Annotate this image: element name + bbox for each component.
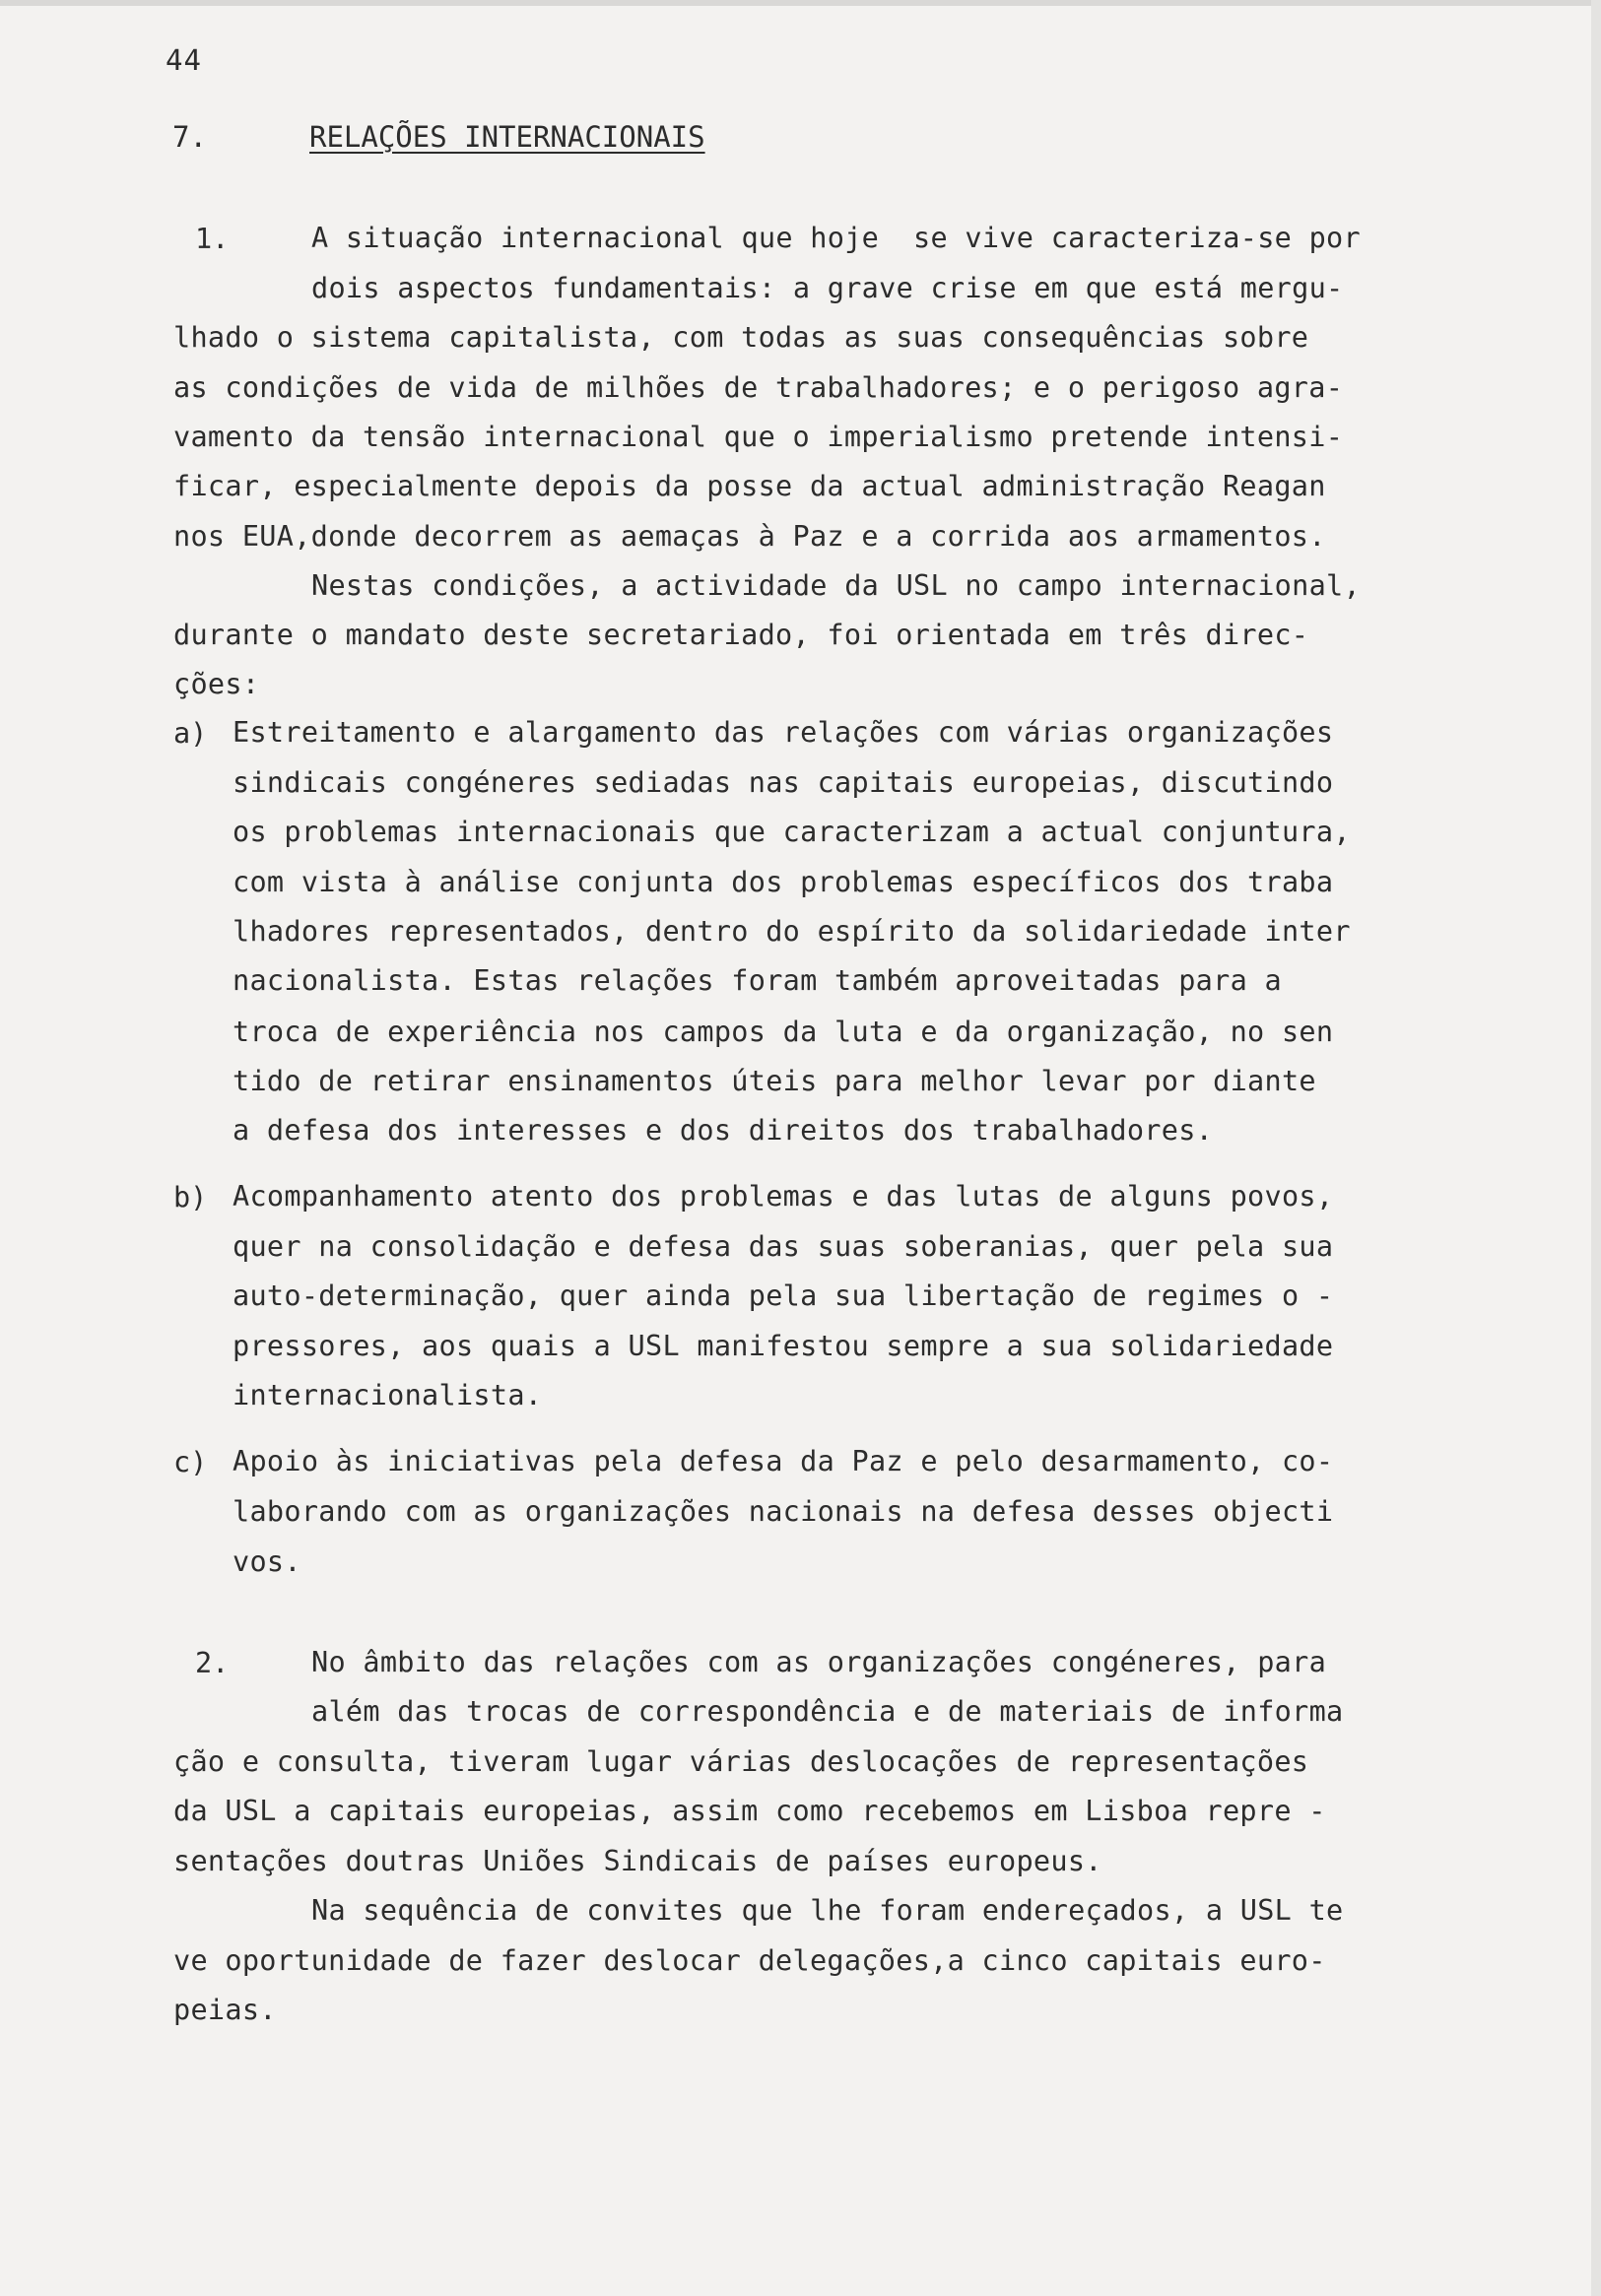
list-item-line: os problemas internacionais que caracterizam a actual conjuntura, bbox=[233, 816, 1351, 848]
list-item-line: auto-determinação, quer ainda pela sua libertação de regimes o - bbox=[233, 1279, 1334, 1312]
list-item-line: vos. bbox=[233, 1545, 301, 1578]
list-item-line: quer na consolidação e defesa das suas soberanias, quer pela sua bbox=[233, 1230, 1334, 1263]
paragraph-line: ficar, especialmente depois da posse da actual administração Reagan bbox=[173, 470, 1326, 502]
list-marker: a) bbox=[173, 717, 208, 750]
list-item-line: Apoio às iniciativas pela defesa da Paz e pelo desarmamento, co- bbox=[233, 1445, 1334, 1477]
paragraph-line: da USL a capitais europeias, assim como recebemos em Lisboa repre - bbox=[173, 1795, 1326, 1827]
page-right-edge bbox=[1591, 0, 1601, 2296]
paragraph-line: ve oportunidade de fazer deslocar delegações,a cinco capitais euro- bbox=[173, 1944, 1326, 1977]
paragraph-line: ção e consulta, tiveram lugar várias deslocações de representações bbox=[173, 1745, 1309, 1778]
list-item-line: laborando com as organizações nacionais na defesa desses objecti bbox=[233, 1495, 1334, 1528]
list-item-line: Estreitamento e alargamento das relações com várias organizações bbox=[233, 716, 1334, 749]
paragraph-line: as condições de vida de milhões de trabalhadores; e o perigoso agra- bbox=[173, 371, 1344, 404]
paragraph-line: dois aspectos fundamentais: a grave crise em que está mergu- bbox=[311, 272, 1344, 304]
list-item-line: pressores, aos quais a USL manifestou sempre a sua solidariedade bbox=[233, 1330, 1334, 1362]
paragraph-line: sentações doutras Uniões Sindicais de países europeus. bbox=[173, 1845, 1102, 1877]
section-number: 7. bbox=[172, 120, 207, 154]
list-item-line: tido de retirar ensinamentos úteis para melhor levar por diante bbox=[233, 1065, 1316, 1097]
paragraph-line: vamento da tensão internacional que o imperialismo pretende intensi- bbox=[173, 421, 1344, 453]
paragraph-line: No âmbito das relações com as organizações congéneres, para bbox=[311, 1646, 1327, 1678]
paragraph-line: ções: bbox=[173, 668, 260, 700]
list-item-line: troca de experiência nos campos da luta e da organização, no sen bbox=[233, 1016, 1334, 1048]
list-item-line: Acompanhamento atento dos problemas e das lutas de alguns povos, bbox=[233, 1180, 1334, 1213]
paragraph-line: A situação internacional que hoje se vive caracteriza-se por bbox=[311, 222, 1361, 254]
list-item-line: internacionalista. bbox=[233, 1379, 543, 1411]
paragraph-number: 1. bbox=[195, 223, 230, 255]
paragraph-line: durante o mandato deste secretariado, foi orientada em três direc- bbox=[173, 619, 1309, 651]
list-item-line: nacionalista. Estas relações foram também aproveitadas para a bbox=[233, 964, 1282, 997]
list-item-line: sindicais congéneres sediadas nas capitais europeias, discutindo bbox=[233, 766, 1334, 799]
paragraph-line: Nestas condições, a actividade da USL no campo internacional, bbox=[311, 569, 1361, 602]
list-marker: c) bbox=[173, 1446, 208, 1478]
page-top-edge bbox=[0, 0, 1601, 6]
list-item-line: lhadores representados, dentro do espírito da solidariedade inter bbox=[233, 915, 1351, 948]
section-title: RELAÇÕES INTERNACIONAIS bbox=[309, 120, 705, 154]
paragraph-line: Na sequência de convites que lhe foram endereçados, a USL te bbox=[311, 1894, 1344, 1927]
list-marker: b) bbox=[173, 1181, 208, 1214]
paragraph-line: lhado o sistema capitalista, com todas as suas consequências sobre bbox=[173, 321, 1309, 354]
list-item-line: a defesa dos interesses e dos direitos dos trabalhadores. bbox=[233, 1114, 1214, 1147]
paragraph-number: 2. bbox=[195, 1647, 230, 1679]
page-number: 44 bbox=[166, 43, 202, 77]
list-item-line: com vista à análise conjunta dos problemas específicos dos traba bbox=[233, 866, 1334, 898]
paragraph-line: peias. bbox=[173, 1994, 277, 2026]
paragraph-line: além das trocas de correspondência e de materiais de informa bbox=[311, 1695, 1344, 1728]
paragraph-line: nos EUA,donde decorrem as aemaças à Paz e a corrida aos armamentos. bbox=[173, 520, 1326, 553]
